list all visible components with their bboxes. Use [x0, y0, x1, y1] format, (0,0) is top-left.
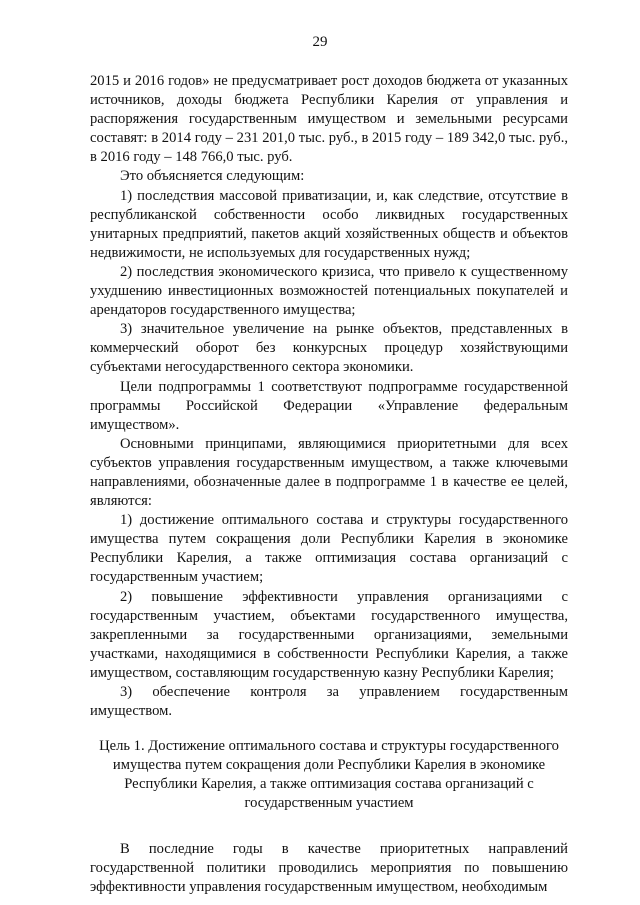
paragraph-principle-1: 1) достижение оптимального состава и структуры государственного имущества путем сокращения доли Республики Карелия в экономике Республики Карелия, а также оптимизация состава организаций с государственным участием;: [90, 512, 568, 586]
paragraph-principles: Основными принципами, являющимися приоритетными для всех субъектов управления государственным имуществом, а также ключевыми направлениями, обозначенные далее в подпрограмме 1 в качестве ее целей, являются:: [90, 435, 568, 510]
document-body: [90, 72, 568, 897]
section-heading: Цель 1. Достижение оптимального состава и структуры государственного имущества путем сокращения доли Республики Карелия в экономике Республики Карелия, а также оптимизация состава организаций с государственным участием: [99, 738, 559, 812]
paragraph-principle-2: 2) повышение эффективности управления организациями с государственным участием, объектами государственного имущества, закрепленными за государственными организациями, земельными участками, находящимися в собственности Республики Карелия, а также имуществом, составляющим государственную казну Республики Карелия;: [90, 588, 568, 681]
paragraph-reason-3: 3) значительное увеличение на рынке объектов, представленных в коммерческий оборот без конкурсных процедур хозяйствующими субъектами негосударственного сектора экономики.: [90, 321, 568, 376]
paragraph-continuation: 2015 и 2016 годов» не предусматривает рост доходов бюджета от указанных источников, доходы бюджета Республики Карелия от управления и распоряжения государственным имуществом и земельными ресурсами составят: в 2014 году – 231 201,0 тыс. руб., в 2015 году – 189 342,0 тыс. руб., в 2016 году – 148 766,0 тыс. руб.: [90, 73, 568, 166]
paragraph-reason-1: 1) последствия массовой приватизации, и, как следствие, отсутствие в республиканской собственности особо ликвидных государственных унитарных предприятий, пакетов акций хозяйственных обществ и объектов недвижимости, не используемых для государственных нужд;: [90, 187, 568, 261]
paragraph-goals: Цели подпрограммы 1 соответствуют подпрограмме государственной программы Российской Федерации «Управление федеральным имуществом».: [90, 378, 568, 433]
paragraph-section-start: В последние годы в качестве приоритетных направлений государственной политики проводились мероприятия по повышению эффективности управления государственным имуществом, необходимым: [90, 840, 568, 895]
paragraph-reasons-intro: Это объясняется следующим:: [120, 168, 305, 185]
paragraph-principle-3: 3) обеспечение контроля за управлением государственным имуществом.: [90, 684, 568, 720]
paragraph-reason-2: 2) последствия экономического кризиса, что привело к существенному ухудшению инвестиционных возможностей потенциальных покупателей и арендаторов государственного имущества;: [90, 263, 568, 319]
page-number: 29: [312, 34, 328, 50]
